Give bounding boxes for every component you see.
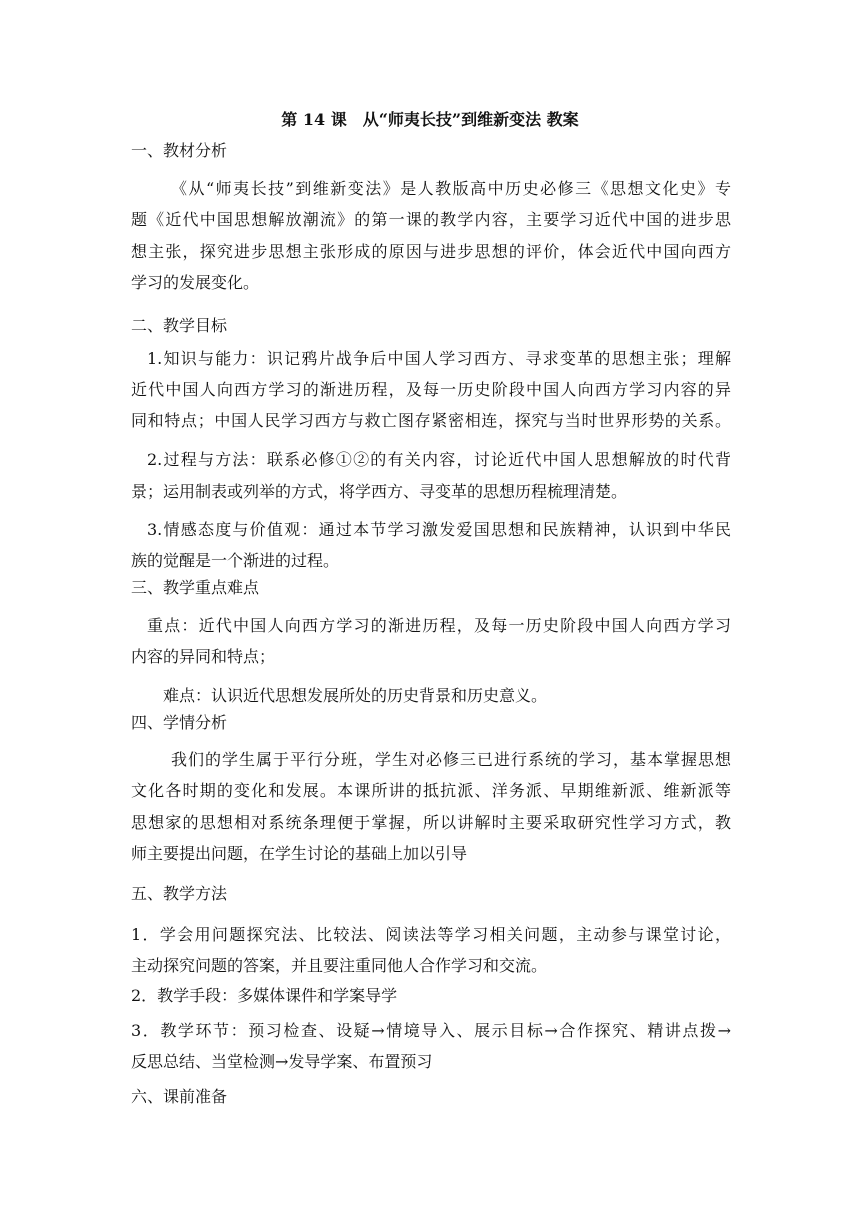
method-line: 主动探究问题的答案，并且要注重同他人合作学习和交流。 [131, 956, 548, 975]
objective-line: 同和特点；中国人民学习西方与救亡图存紧密相连，探究与当时世界形势的关系。 [131, 411, 731, 430]
objective-line: 族的觉醒是一个渐进的过程。 [131, 551, 340, 570]
paragraph-line: 我们的学生属于平行分班，学生对必修三已进行系统的学习，基本掌握思想 [171, 750, 731, 769]
section-heading: 二、教学目标 [131, 316, 228, 335]
document-title: 第 14 课 从“师夷长技”到维新变法 教案 [281, 110, 579, 129]
section-heading: 三、教学重点难点 [131, 578, 260, 597]
objective-line: 2.过程与方法：联系必修①②的有关内容，讨论近代中国人思想解放的时代背 [147, 450, 731, 469]
objective-line: 近代中国人向西方学习的渐进历程，及每一历史阶段中国人向西方学习内容的异 [131, 380, 731, 399]
paragraph-line: 想主张，探究进步思想主张形成的原因与进步思想的评价，体会近代中国向西方 [131, 242, 731, 261]
method-line: 1．学会用问题探究法、比较法、阅读法等学习相关问题，主动参与课堂讨论， [131, 925, 731, 944]
key-point-line: 重点：近代中国人向西方学习的渐进历程，及每一历史阶段中国人向西方学习 [147, 616, 731, 635]
objective-line: 景；运用制表或列举的方式，将学西方、寻变革的思想历程梳理清楚。 [131, 482, 628, 501]
method-line: 3．教学环节：预习检查、设疑→情境导入、展示目标→合作探究、精讲点拨→ [131, 1021, 731, 1040]
paragraph-line: 《从“师夷长技”到维新变法》是人教版高中历史必修三《思想文化史》专 [171, 179, 731, 198]
section-heading: 五、教学方法 [131, 884, 228, 903]
section-heading: 四、学情分析 [131, 713, 228, 732]
paragraph-line: 文化各时期的变化和发展。本课所讲的抵抗派、洋务派、早期维新派、维新派等 [131, 781, 731, 800]
paragraph-line: 思想家的思想相对系统条理便于掌握，所以讲解时主要采取研究性学习方式，教 [131, 813, 731, 832]
method-line: 反思总结、当堂检测→发导学案、布置预习 [131, 1052, 433, 1071]
paragraph-line: 学习的发展变化。 [131, 273, 260, 292]
difficulty-line: 难点：认识近代思想发展所处的历史背景和历史意义。 [163, 686, 548, 705]
objective-line: 1.知识与能力：识记鸦片战争后中国人学习西方、寻求变革的思想主张；理解 [147, 349, 731, 368]
section-heading: 六、课前准备 [131, 1087, 228, 1106]
method-line: 2．教学手段：多媒体课件和学案导学 [131, 986, 398, 1005]
paragraph-line: 师主要提出问题，在学生讨论的基础上加以引导 [131, 844, 468, 863]
section-heading: 一、教材分析 [131, 141, 228, 160]
key-point-line: 内容的异同和特点； [131, 647, 276, 666]
paragraph-line: 题《近代中国思想解放潮流》的第一课的教学内容，主要学习近代中国的进步思 [131, 210, 731, 229]
objective-line: 3.情感态度与价值观：通过本节学习激发爱国思想和民族精神，认识到中华民 [147, 520, 731, 539]
